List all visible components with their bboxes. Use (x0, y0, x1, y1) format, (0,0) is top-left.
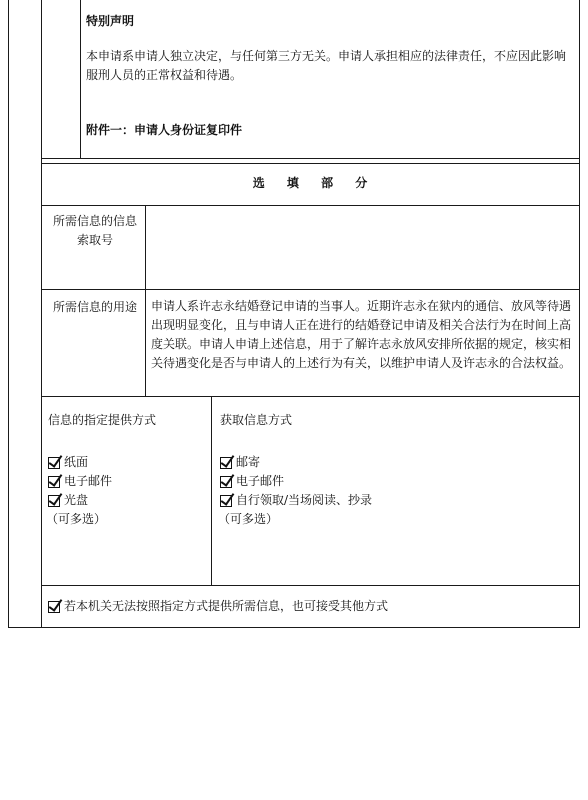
label-column-divider (145, 205, 146, 396)
table-bottom-line (8, 627, 580, 628)
provide-options (48, 453, 112, 510)
checkbox-checked-icon (220, 457, 232, 469)
checkbox-checked-icon (48, 457, 60, 469)
section-top-line (41, 163, 579, 164)
checkbox-checked-icon (48, 495, 60, 507)
checkbox-checked-icon (220, 495, 232, 507)
purpose-label: 所需信息的用途 (52, 300, 137, 314)
obtain-option-pickup[interactable]: 自行领取/当场阅读、抄录 (220, 491, 372, 510)
section-title: 选 填 部 分 (252, 176, 368, 190)
provide-option-paper[interactable]: 纸面 (48, 453, 112, 472)
outer-right-border (579, 0, 580, 628)
index-number-label: 所需信息的信息索取号 (52, 214, 137, 247)
obtain-multi-note: （可多选） (218, 512, 279, 526)
alternative-option[interactable]: 若本机关无法按照指定方式提供所需信息，也可接受其他方式 (48, 597, 388, 616)
index-bottom-line (41, 289, 579, 290)
declaration-body: 本申请系申请人独立决定，与任何第三方无关。申请人承担相应的法律责任，不应因此影响服刑人员的正常权益和待遇。 (86, 49, 567, 82)
methods-bottom-line (41, 585, 579, 586)
section-bottom-line (41, 205, 579, 206)
checkbox-checked-icon (220, 476, 232, 488)
purpose-value: 申请人系许志永结婚登记申请的当事人。近期许志永在狱内的通信、放风等待遇出现明显变化，且与申请人正在进行的结婚登记申请及相关合法行为在时间上高度关联。申请人申请上述信息，用于了解许志永放风安排所依据的规定，核实相关待遇变化是否与申请人的上述行为有关，以维护申请人及许志永的合法权益。 (151, 299, 572, 370)
outer-left-border (8, 0, 9, 628)
obtain-options (220, 453, 372, 510)
provide-option-disc[interactable]: 光盘 (48, 491, 112, 510)
methods-column-divider (211, 396, 212, 585)
inner-left-border (41, 0, 42, 628)
provide-multi-note: （可多选） (46, 512, 107, 526)
decl-left-border (80, 0, 81, 158)
purpose-bottom-line (41, 396, 579, 397)
obtain-methods-title: 获取信息方式 (220, 413, 293, 427)
provide-option-email[interactable]: 电子邮件 (48, 472, 112, 491)
checkbox-checked-icon (48, 476, 60, 488)
attachment-line: 附件一：申请人身份证复印件 (86, 123, 243, 137)
provide-methods-title: 信息的指定提供方式 (48, 413, 157, 427)
declaration-heading: 特别声明 (86, 14, 135, 28)
decl-bottom-line (41, 158, 579, 159)
obtain-option-mail[interactable]: 邮寄 (220, 453, 372, 472)
obtain-option-email[interactable]: 电子邮件 (220, 472, 372, 491)
checkbox-checked-icon (48, 601, 60, 613)
